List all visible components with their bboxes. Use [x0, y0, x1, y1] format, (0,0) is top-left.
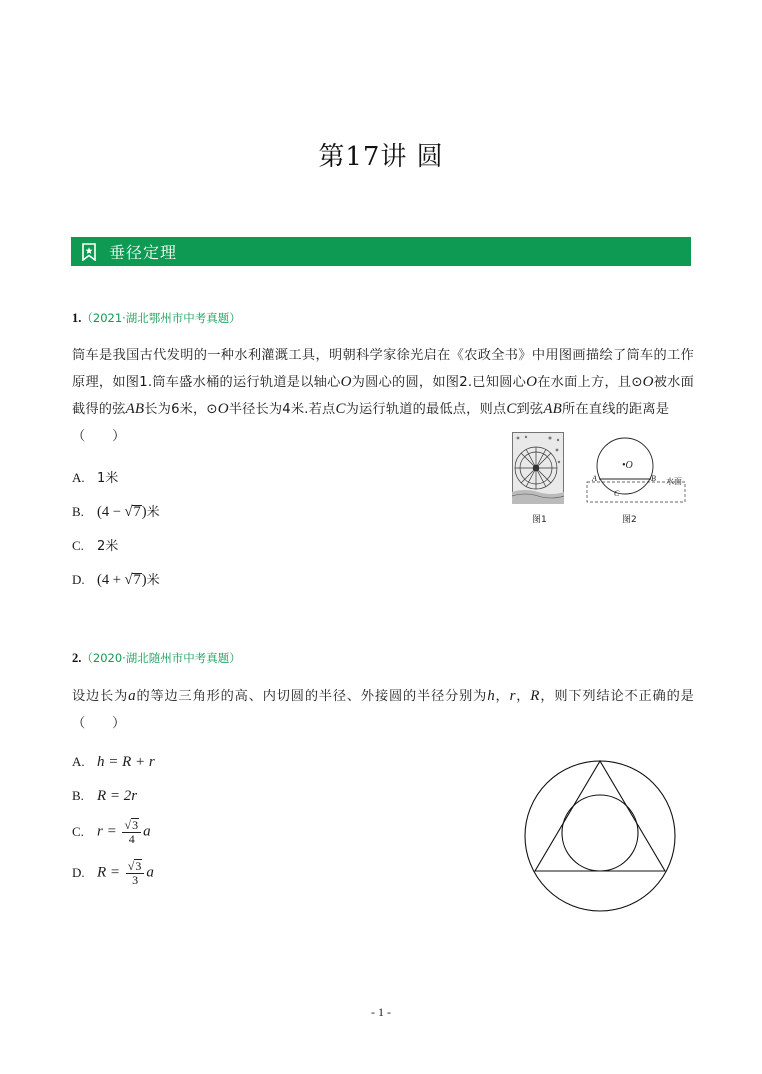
page-number: - 1 - [371, 1005, 391, 1019]
q2-option-b[interactable]: B. R = 2r [72, 788, 138, 804]
q2-option-a[interactable]: A. h = R + r [72, 754, 155, 770]
figure-1-caption: 图1 [532, 515, 547, 525]
section-title: 垂径定理 [109, 243, 178, 262]
q1-option-b[interactable]: B. (4 − √7)米 [72, 504, 160, 520]
label-point-b: B [651, 474, 656, 483]
label-water-surface: 水面 [666, 477, 682, 486]
question-number: 1. [72, 311, 82, 325]
figure-2-caption: 图2 [622, 515, 637, 525]
triangle-circles-diagram [518, 759, 682, 913]
circle-water-diagram [580, 430, 692, 508]
q2-option-d[interactable]: D. R = $\frac{√3}{3}$ a [72, 859, 154, 887]
q1-option-a[interactable]: A. 1米 [72, 470, 119, 486]
question-1-text: 筒车是我国古代发明的一种水利灌溉工具，明朝科学家徐光启在《农政全书》中用图画描绘了筒车的工作原理，如图1.筒车盛水桶的运行轨道是以轴心O为圆心的圆，如图2.已知圆心O在水面上方，且⊙O被水面截得的弦AB长为6米，⊙O半径长为4米.若点C为运行轨道的最低点，则点C到弦AB所在直线的距离是 （ ） [72, 348, 694, 444]
question-source: （2020·湖北随州市中考真题） [81, 651, 241, 665]
label-point-a: A [592, 474, 597, 483]
question-2-header [72, 650, 241, 666]
label-center-o: •O [622, 460, 633, 471]
question-2-text: 设边长为a的等边三角形的高、内切圆的半径、外接圆的半径分别为h，r，R，则下列结论不正确的是（ ） [72, 688, 694, 731]
page-title: 第17讲 圆 [318, 142, 444, 172]
answer-blank: （ ） [72, 429, 126, 444]
waterwheel-illustration [512, 432, 564, 504]
q1-option-d[interactable]: D. (4 + √7)米 [72, 572, 160, 588]
question-1-header [72, 310, 241, 326]
label-point-c: C [614, 489, 620, 498]
section-header [71, 237, 691, 266]
q1-option-c[interactable]: C. 2米 [72, 538, 119, 554]
question-source: （2021·湖北鄂州市中考真题） [81, 311, 241, 325]
q2-option-c[interactable]: C. r = $\frac{√3}{4}$ a [72, 818, 151, 846]
bookmark-star-icon [81, 243, 97, 261]
question-number: 2. [72, 651, 82, 665]
